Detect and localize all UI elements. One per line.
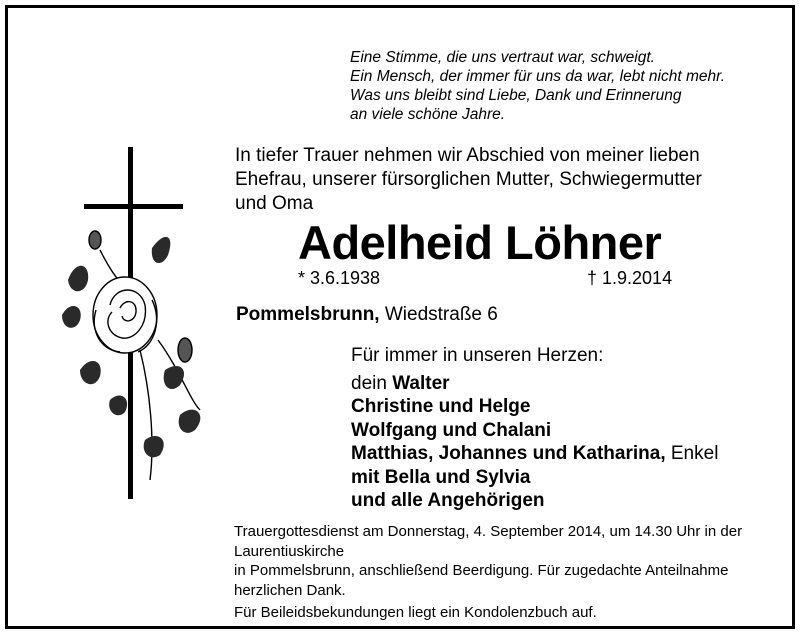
- birth-date: * 3.6.1938: [298, 268, 381, 288]
- intro-text: [235, 144, 702, 216]
- mourners-heading: Für immer in unseren Herzen:: [351, 345, 604, 366]
- intro-line: und Oma: [235, 193, 314, 214]
- service-info: [234, 522, 800, 623]
- mourner-name: Christine und Helge: [351, 396, 531, 417]
- mourner-line: [351, 419, 718, 443]
- mourner-line: [351, 489, 718, 513]
- mourner-line: [351, 372, 718, 396]
- service-line: in Pommelsbrunn, anschließend Beerdigung. Für zugedachte Anteilnahme herzlichen Dank.: [234, 562, 729, 599]
- quote-line: an viele schöne Jahre.: [350, 106, 506, 123]
- mourner-name: mit Bella und Sylvia: [351, 466, 531, 488]
- service-line: Trauergottesdienst am Donnerstag, 4. September 2014, um 14.30 Uhr in der Laurentiuskirche: [234, 523, 743, 560]
- deceased-name: Adelheid Löhner: [298, 216, 662, 269]
- mourners-list: [351, 344, 718, 513]
- mourner-suffix: Enkel: [665, 443, 719, 464]
- mourner-line: [351, 466, 718, 490]
- address: [236, 304, 498, 326]
- mourner-line: [351, 442, 718, 466]
- mourner-name: Wolfgang und Chalani: [351, 419, 552, 441]
- mourner-prefix: dein: [351, 372, 393, 394]
- cross-rose-illustration: [40, 140, 220, 510]
- quote-line: Ein Mensch, der immer für uns da war, lebt nicht mehr.: [350, 68, 726, 85]
- quote-line: Was uns bleibt sind Liebe, Dank und Erinnerung: [350, 87, 682, 104]
- death-date: † 1.9.2014: [587, 268, 673, 288]
- mourner-line: [351, 395, 718, 419]
- quote-line: Eine Stimme, die uns vertraut war, schweigt.: [350, 49, 655, 66]
- address-town: Pommelsbrunn,: [236, 304, 380, 325]
- mourner-name: Walter: [392, 372, 450, 394]
- memorial-quote: [350, 48, 725, 124]
- condolence-note: Für Beileidsbekundungen liegt ein Kondolenzbuch auf.: [234, 604, 597, 621]
- address-street: Wiedstraße 6: [384, 304, 498, 325]
- intro-line: In tiefer Trauer nehmen wir Abschied von meiner lieben: [235, 145, 700, 166]
- intro-line: Ehefrau, unserer fürsorglichen Mutter, Schwiegermutter: [235, 169, 702, 190]
- mourner-name: und alle Angehörigen: [351, 490, 545, 511]
- mourner-name: Matthias, Johannes und Katharina,: [351, 443, 666, 464]
